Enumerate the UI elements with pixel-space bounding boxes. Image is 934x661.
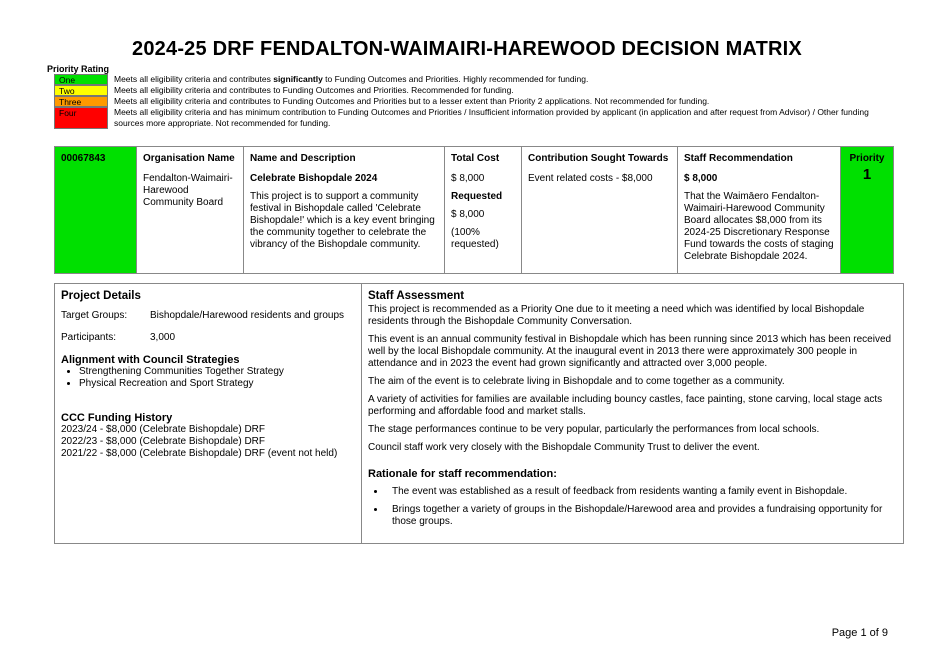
participants-label: Participants:	[61, 332, 117, 343]
assessment-paragraph: The aim of the event is to celebrate living in Bishopdale and to come together as a community.	[368, 376, 785, 387]
funding-history-heading: CCC Funding History	[61, 412, 173, 424]
legend-row-four	[54, 107, 884, 129]
rationale-item: • Brings together a variety of groups in the Bishopdale/Harewood area and provides a fundraising opportunity for those groups.	[386, 504, 897, 528]
organisation-header: Organisation Name	[143, 153, 235, 164]
participants-value: 3,000	[150, 332, 176, 343]
application-id-cell	[55, 147, 137, 273]
page-number: Page 1 of 9	[831, 627, 888, 639]
total-cost-value: $ 8,000	[451, 173, 485, 184]
requested-value: $ 8,000	[451, 209, 485, 220]
priority-header: Priority	[849, 153, 885, 164]
staff-recommendation-text: That the Waimāero Fendalton-Waimairi-Harewood Community Board allocates $8,000 from its 2024-25 Discretionary Response Fund towards the costs of staging Celebrate Bishopdale 2024.	[684, 191, 834, 262]
contribution-value: Event related costs - $8,000	[528, 173, 653, 184]
legend-swatch-one: One	[54, 74, 108, 85]
requested-label: Requested	[451, 191, 503, 202]
funding-history-item: 2021/22 - $8,000 (Celebrate Bishopdale) DRF (event not held)	[61, 448, 338, 459]
funding-history-item: 2022/23 - $8,000 (Celebrate Bishopdale) DRF	[61, 436, 266, 447]
page-title: 2024-25 DRF FENDALTON-WAIMAIRI-HAREWOOD DECISION MATRIX	[132, 38, 802, 60]
contribution-cell	[522, 147, 678, 273]
assessment-paragraph: A variety of activities for families are available including bouncy castles, face painting, stone carving, local stage acts performing and affordable food and market stalls.	[368, 394, 883, 417]
strategy-item: • Physical Recreation and Sport Strategy	[79, 378, 355, 390]
funding-history-item: 2023/24 - $8,000 (Celebrate Bishopdale) DRF	[61, 424, 266, 435]
description-header: Name and Description	[250, 153, 356, 164]
contribution-header: Contribution Sought Towards	[528, 153, 669, 164]
target-groups-row	[61, 310, 355, 322]
strategies-list	[61, 366, 355, 390]
cost-cell	[445, 147, 522, 273]
target-groups-label: Target Groups:	[61, 310, 128, 321]
legend-swatch-four: Four	[54, 107, 108, 129]
project-name: Celebrate Bishopdale 2024	[250, 173, 378, 184]
staff-assessment-panel	[362, 284, 903, 543]
legend-swatch-three: Three	[54, 96, 108, 107]
legend-row-three	[54, 96, 884, 107]
project-details-panel	[55, 284, 362, 543]
strategy-item: • Strengthening Communities Together Strategy	[79, 366, 355, 378]
decision-matrix-row	[54, 146, 894, 274]
rationale-heading: Rationale for staff recommendation:	[368, 468, 557, 480]
total-cost-header: Total Cost	[451, 153, 500, 164]
legend-row-two	[54, 85, 884, 96]
priority-value: 1	[862, 166, 872, 183]
legend-text-four: Meets all eligibility criteria and has minimum contribution to Funding Outcomes and Priorities / Insufficient information provided by applicant (in application and after request from Advisor) / Other funding sources more appropriate. Not recommended for funding.	[114, 107, 869, 128]
application-id: 00067843	[61, 153, 106, 164]
details-section	[54, 283, 904, 544]
organisation-cell	[137, 147, 244, 273]
staff-recommendation-header: Staff Recommendation	[684, 153, 793, 164]
assessment-paragraph: This event is an annual community festival in Bishopdale which has been running since 2013 which has been received well by the local Bishopdale community. At the inaugural event in 2013 there were approximately 300 people in attendance and in 2023 the event had grown significantly and attracted over 3,000 people.	[368, 334, 892, 369]
legend-row-one	[54, 74, 884, 85]
project-details-heading: Project Details	[61, 290, 141, 302]
assessment-paragraph: This project is recommended as a Priority One due to it meeting a need which was identified by local Bishopdale residents through the Bishopdale Community Conversation.	[368, 304, 865, 327]
staff-assessment-heading: Staff Assessment	[368, 290, 465, 302]
staff-recommendation-amount: $ 8,000	[684, 173, 718, 184]
legend-swatch-two: Two	[54, 85, 108, 96]
priority-legend	[54, 74, 884, 129]
priority-rating-label: Priority Rating	[47, 64, 110, 74]
legend-text-two: Meets all eligibility criteria and contributes to Funding Outcomes and Priorities. Recommended for funding.	[114, 85, 514, 95]
organisation-name: Fendalton-Waimairi-Harewood Community Board	[143, 173, 233, 208]
alignment-heading: Alignment with Council Strategies	[61, 354, 240, 366]
rationale-list	[368, 486, 897, 528]
assessment-paragraph: The stage performances continue to be very popular, particularly the performances from local schools.	[368, 424, 820, 435]
legend-text-three: Meets all eligibility criteria and contributes to Funding Outcomes and Priorities but to a lesser extent than Priority 2 applications. Not recommended for funding.	[114, 96, 710, 106]
assessment-paragraph: Council staff work very closely with the Bishopdale Community Trust to deliver the event.	[368, 442, 760, 453]
participants-row	[61, 332, 355, 344]
priority-cell	[841, 147, 893, 273]
staff-recommendation-cell	[678, 147, 841, 273]
legend-text-one: Meets all eligibility criteria and contributes significantly to Funding Outcomes and Priorities. Highly recommended for funding.	[114, 74, 589, 84]
rationale-item: • The event was established as a result of feedback from residents wanting a family event in Bishopdale.	[386, 486, 897, 498]
requested-percent: (100% requested)	[451, 227, 499, 250]
project-description: This project is to support a community festival in Bishopdale called 'Celebrate Bishopdale!' which is a key event bringing the community together to celebrate the vibrancy of the Bishopdale community.	[250, 191, 435, 250]
description-cell	[244, 147, 445, 273]
target-groups-value: Bishopdale/Harewood residents and groups	[150, 310, 345, 321]
